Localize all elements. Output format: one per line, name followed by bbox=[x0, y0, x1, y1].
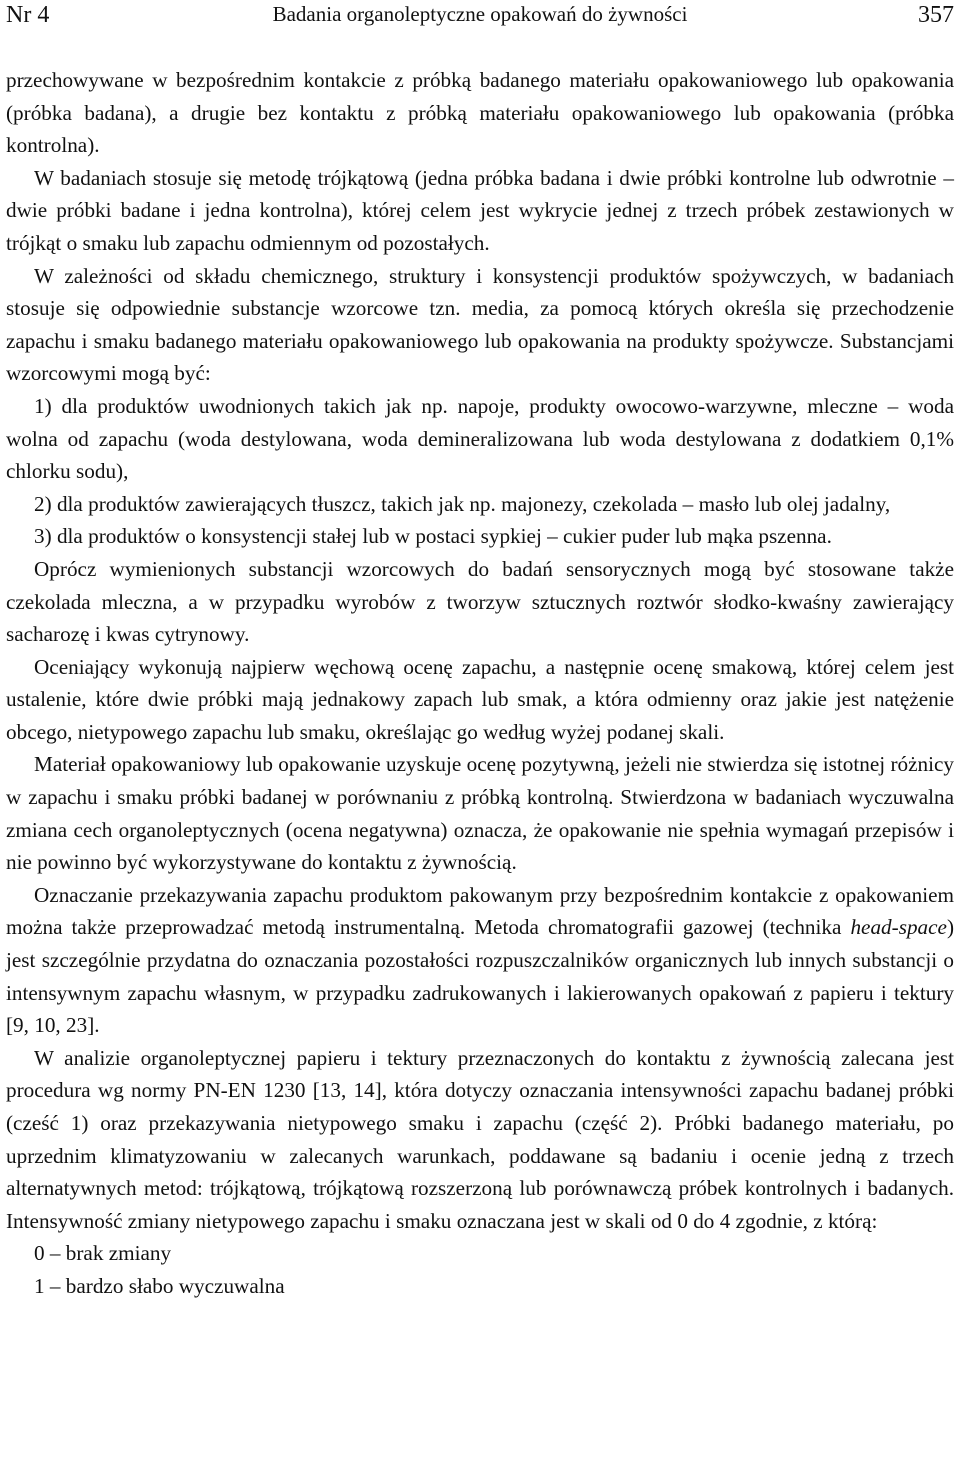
article-body bbox=[6, 64, 954, 1303]
issue-number: Nr 4 bbox=[6, 2, 50, 28]
page-number: 357 bbox=[918, 2, 954, 28]
running-title: Badania organoleptyczne opakowań do żywności bbox=[272, 2, 688, 26]
list-item-solid-products: 3) dla produktów o konsystencji stałej lub w postaci sypkiej – cukier puder lub mąka pszenna. bbox=[34, 524, 832, 549]
italic-term: head-space bbox=[850, 915, 947, 940]
paragraph-reference-substances: W zależności od składu chemicznego, struktury i konsystencji produktów spożywczych, w badaniach stosuje się odpowiednie substancje wzorcowe tzn. media, za pomocą których określa się przechodzenie zapachu i smaku badanego materiału opakowaniowego lub opakowania na produkty spożywcze. Substancjami wzorcowymi mogą być: bbox=[6, 263, 954, 386]
paragraph-instrumental-method bbox=[6, 879, 954, 1042]
paragraph-other-substances: Oprócz wymienionych substancji wzorcowych do badań sensorycznych mogą być stosowane także czekolada mleczna, a w przypadku wyrobów z tworzyw sztucznych roztwór słodko-kwaśny zawierający sacharozę i kwas cytrynowy. bbox=[6, 556, 954, 647]
scale-item-1: 1 – bardzo słabo wyczuwalna bbox=[34, 1273, 285, 1298]
paragraph-paper-analysis: W analizie organoleptycznej papieru i tektury przeznaczonych do kontaktu z żywnością zalecana jest procedura wg normy PN-EN 1230 [13, 14], która dotyczy oznaczania intensywności zapachu badanej próbki (cześć 1) oraz przekazywania nietypowego smaku i zapachu (część 2). Próbki badanego materiału, po uprzednim klimatyzowaniu w zalecanych warunkach, poddawane są badaniu i ocenie jedną z trzech alternatywnych metod: trójkątową, trójkątową rozszerzoną lub porównawczą próbek kontrolnych i badanych. Intensywność zmiany nietypowego zapachu i smaku oznaczana jest w skali od 0 do 4 zgodnie, z którą: bbox=[6, 1045, 954, 1233]
paragraph-text: Oznaczanie przekazywania zapachu produktom pakowanym przy bezpośrednim kontakcie z opakowaniem można także przeprowadzać metodą instrumentalną. Metoda chromatografii gazowej (technika bbox=[6, 882, 954, 940]
paragraph-positive-rating: Materiał opakowaniowy lub opakowanie uzyskuje ocenę pozytywną, jeżeli nie stwierdza się istotnej różnicy w zapachu i smaku próbki badanej w porównaniu z próbką kontrolną. Stwierdzona w badaniach wyczuwalna zmiana cech organoleptycznych (ocena negatywna) oznacza, że opakowanie nie spełnia wymagań przepisów i nie powinno być wykorzystywane do kontaktu z żywnością. bbox=[6, 752, 954, 875]
running-header bbox=[0, 0, 960, 34]
paragraph-triangle-method: W badaniach stosuje się metodę trójkątową (jedna próbka badana i dwie próbki kontrolne lub odwrotnie – dwie próbki badane i jedna kontrolna), której celem jest wykrycie jednej z trzech próbek zestawionych w trójkąt o smaku lub zapachu odmiennym od pozostałych. bbox=[6, 165, 954, 255]
paragraph-assessment: Oceniający wykonują najpierw węchową ocenę zapachu, a następnie ocenę smakową, której celem jest ustalenie, które dwie próbki mają jednakowy zapach lub smak, a która odmienny oraz jakie jest natężenie obcego, nietypowego zapachu lub smaku, określając go według wyżej podanej skali. bbox=[6, 654, 954, 744]
scale-item-0: 0 – brak zmiany bbox=[34, 1241, 172, 1266]
list-item-hydrated-products: 1) dla produktów uwodnionych takich jak np. napoje, produkty owocowo-warzywne, mleczne – woda wolna od zapachu (woda destylowana, woda demineralizowana lub woda destylowana z dodatkiem 0,1% chlorku sodu), bbox=[6, 393, 954, 484]
list-item-fat-products: 2) dla produktów zawierających tłuszcz, takich jak np. majonezy, czekolada – masło lub olej jadalny, bbox=[34, 491, 891, 516]
paragraph-text: ) jest szczególnie przydatna do oznaczania pozostałości rozpuszczalników organicznych lub innych substancji o intensywnym zapachu własnym, w przypadku zadrukowanych i lakierowanych opakowań z papieru i tektury [9, 10, 23]. bbox=[6, 915, 954, 1038]
paragraph-continued: przechowywane w bezpośrednim kontakcie z próbką badanego materiału opakowaniowego lub opakowania (próbka badana), a drugie bez kontaktu z próbką materiału opakowaniowego lub opakowania (próbka kontrolna). bbox=[6, 68, 954, 158]
